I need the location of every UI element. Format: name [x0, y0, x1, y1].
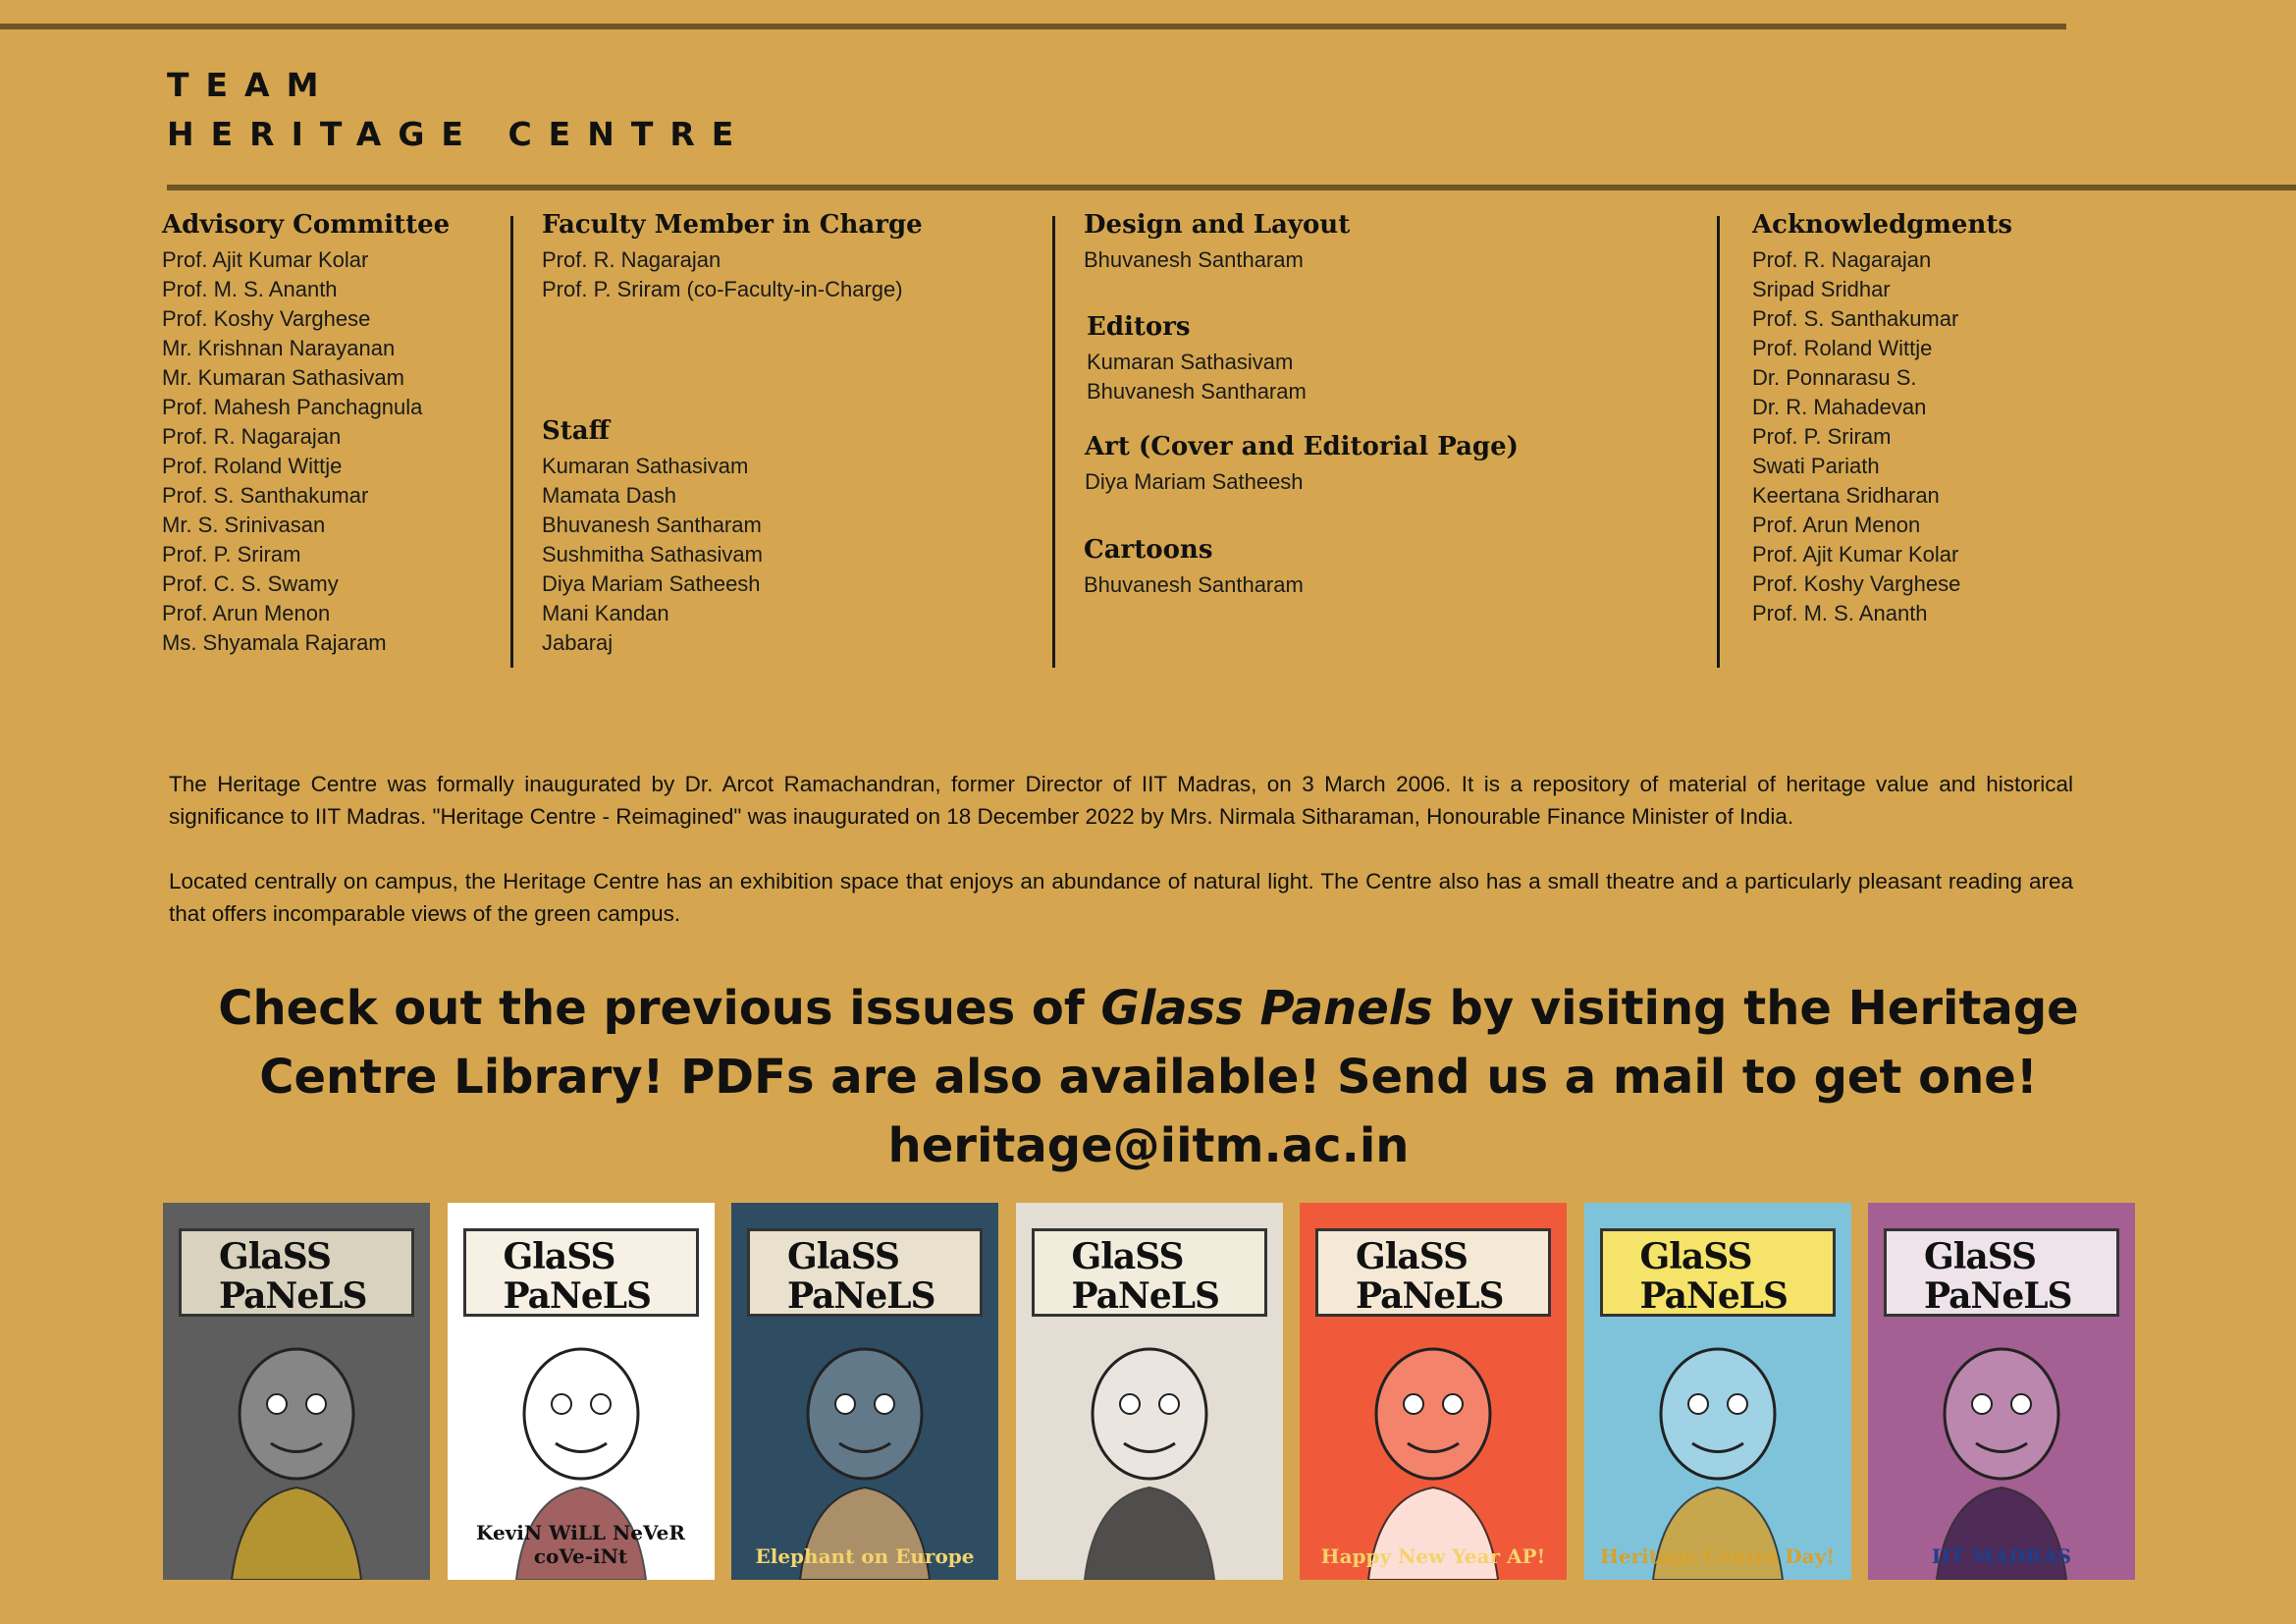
- cover-caption: Happy New Year AP!: [1320, 1544, 1546, 1568]
- team-member-name: Jabaraj: [542, 630, 614, 655]
- cover-title: GlaSS PaNeLS: [219, 1236, 367, 1317]
- editors-heading: Editors: [1087, 312, 1191, 342]
- editors-section: [1087, 312, 1307, 406]
- team-member-name: Mani Kandan: [542, 601, 669, 625]
- team-member-name: Mr. Krishnan Narayanan: [162, 336, 396, 360]
- team-member-name: Kumaran Sathasivam: [542, 454, 749, 478]
- issue-cover[interactable]: [163, 1203, 430, 1580]
- cover-masthead: [463, 1228, 699, 1317]
- top-rule: [0, 24, 2066, 29]
- art-list: [1085, 467, 1519, 497]
- team-member-name: Sushmitha Sathasivam: [542, 542, 763, 567]
- advisory-committee-section: [162, 210, 450, 658]
- team-member-name: Prof. M. S. Ananth: [1752, 601, 1928, 625]
- team-member-name: Prof. Roland Wittje: [1752, 336, 1933, 360]
- team-member-name: Prof. R. Nagarajan: [542, 247, 721, 272]
- title-team: TEAM: [167, 66, 336, 104]
- team-member-name: Prof. Roland Wittje: [162, 454, 343, 478]
- about-paragraph-2: Located centrally on campus, the Heritage Centre has an exhibition space that enjoys an abundance of natural light. The Centre also has a small theatre and a particularly pleasant reading area that offers incomparable views of the green campus.: [169, 869, 2073, 926]
- issue-cover[interactable]: [1584, 1203, 1851, 1580]
- cover-caption: IIT MADRAS: [1931, 1544, 2072, 1568]
- cover-title: GlaSS PaNeLS: [1639, 1236, 1789, 1317]
- title-heritage-centre: HERITAGE CENTRE: [167, 115, 751, 153]
- cover-title: GlaSS PaNeLS: [787, 1236, 935, 1317]
- cover-masthead: [1032, 1228, 1267, 1317]
- cover-masthead: [1315, 1228, 1551, 1317]
- header-rule: [167, 185, 2296, 190]
- acknowledgments-section: [1752, 210, 2012, 628]
- cover-caption: Heritage Centre Day!: [1600, 1544, 1835, 1568]
- staff-heading: Staff: [542, 416, 610, 446]
- cover-masthead: [1600, 1228, 1836, 1317]
- cartoons-section: [1084, 535, 1304, 600]
- issue-cover[interactable]: [1016, 1203, 1283, 1580]
- team-member-name: Prof. P. Sriram: [162, 542, 301, 567]
- team-member-name: Prof. R. Nagarajan: [162, 424, 342, 449]
- team-member-name: Kumaran Sathasivam: [1087, 350, 1294, 374]
- team-member-name: Ms. Shyamala Rajaram: [162, 630, 387, 655]
- team-member-name: Prof. S. Santhakumar: [1752, 306, 1959, 331]
- team-member-name: Prof. Arun Menon: [1752, 513, 1921, 537]
- cover-masthead: [1884, 1228, 2119, 1317]
- design-list: [1084, 245, 1350, 275]
- about-paragraph-1: The Heritage Centre was formally inaugurated by Dr. Arcot Ramachandran, former Director of IIT Madras, on 3 March 2006. It is a repository of material of heritage value and historical significance to IIT Madras. "Heritage Centre - Reimagined" was inaugurated on 18 December 2022 by Mrs. Nirmala Sitharaman, Honourable Finance Minister of India.: [169, 772, 2073, 829]
- team-member-name: Prof. Koshy Varghese: [162, 306, 371, 331]
- advisory-list: [162, 245, 450, 658]
- team-member-name: Diya Mariam Satheesh: [542, 571, 761, 596]
- team-member-name: Mr. Kumaran Sathasivam: [162, 365, 404, 390]
- faculty-list: [542, 245, 923, 304]
- column-divider: [510, 216, 513, 668]
- team-member-name: Prof. P. Sriram (co-Faculty-in-Charge): [542, 277, 903, 301]
- column-divider: [1717, 216, 1720, 668]
- cartoons-heading: Cartoons: [1084, 535, 1213, 565]
- design-heading: Design and Layout: [1084, 210, 1351, 240]
- issue-cover[interactable]: [448, 1203, 715, 1580]
- acknowledgments-list: [1752, 245, 2012, 628]
- team-member-name: Bhuvanesh Santharam: [1084, 572, 1304, 597]
- team-member-name: Mr. S. Srinivasan: [162, 513, 326, 537]
- team-member-name: Bhuvanesh Santharam: [542, 513, 762, 537]
- team-member-name: Diya Mariam Satheesh: [1085, 469, 1304, 494]
- team-member-name: Prof. C. S. Swamy: [162, 571, 339, 596]
- art-section: [1085, 432, 1519, 497]
- cta-italic-title: Glass Panels: [1100, 981, 1433, 1036]
- team-member-name: Prof. Ajit Kumar Kolar: [1752, 542, 1959, 567]
- acknowledgments-heading: Acknowledgments: [1752, 210, 2013, 240]
- advisory-heading: Advisory Committee: [162, 210, 451, 240]
- cover-caption: Elephant on Europe: [755, 1544, 975, 1568]
- team-member-name: Swati Pariath: [1752, 454, 1880, 478]
- cover-title: GlaSS PaNeLS: [1071, 1236, 1220, 1317]
- team-member-name: Prof. Ajit Kumar Kolar: [162, 247, 369, 272]
- issue-cover[interactable]: [1868, 1203, 2135, 1580]
- team-member-name: Prof. Mahesh Panchagnula: [162, 395, 423, 419]
- team-member-name: Mamata Dash: [542, 483, 676, 508]
- faculty-section: [542, 210, 923, 304]
- issue-cover[interactable]: [1300, 1203, 1567, 1580]
- cover-masthead: [747, 1228, 983, 1317]
- team-member-name: Dr. Ponnarasu S.: [1752, 365, 1917, 390]
- cover-masthead: [179, 1228, 414, 1317]
- cta-text-2: by visiting the Heritage Centre Library! PDFs are also available! Send us a mail to get one!: [259, 981, 2079, 1105]
- staff-section: [542, 416, 763, 658]
- editors-list: [1087, 348, 1307, 406]
- staff-list: [542, 452, 763, 658]
- cover-title: GlaSS PaNeLS: [503, 1236, 652, 1317]
- issue-cover[interactable]: [731, 1203, 998, 1580]
- cta-text-1: Check out the previous issues of: [218, 981, 1101, 1036]
- team-member-name: Prof. Arun Menon: [162, 601, 331, 625]
- cartoons-list: [1084, 570, 1304, 600]
- team-member-name: Bhuvanesh Santharam: [1084, 247, 1304, 272]
- cover-title: GlaSS PaNeLS: [1356, 1236, 1504, 1317]
- team-member-name: Keertana Sridharan: [1752, 483, 1940, 508]
- team-member-name: Prof. M. S. Ananth: [162, 277, 338, 301]
- design-section: [1084, 210, 1350, 275]
- contact-email[interactable]: heritage@iitm.ac.in: [887, 1118, 1410, 1173]
- team-member-name: Prof. P. Sriram: [1752, 424, 1892, 449]
- team-member-name: Prof. S. Santhakumar: [162, 483, 369, 508]
- art-heading: Art (Cover and Editorial Page): [1085, 432, 1519, 461]
- call-to-action: [167, 974, 2130, 1180]
- team-member-name: Bhuvanesh Santharam: [1087, 379, 1307, 404]
- cover-caption: KeviN WiLL NeVeR coVe-iNt: [476, 1521, 685, 1568]
- cover-title: GlaSS PaNeLS: [1924, 1236, 2072, 1317]
- team-member-name: Sripad Sridhar: [1752, 277, 1891, 301]
- faculty-heading: Faculty Member in Charge: [542, 210, 923, 240]
- page-title: [167, 61, 750, 159]
- team-member-name: Prof. Koshy Varghese: [1752, 571, 1961, 596]
- team-member-name: Dr. R. Mahadevan: [1752, 395, 1927, 419]
- team-member-name: Prof. R. Nagarajan: [1752, 247, 1932, 272]
- column-divider: [1052, 216, 1055, 668]
